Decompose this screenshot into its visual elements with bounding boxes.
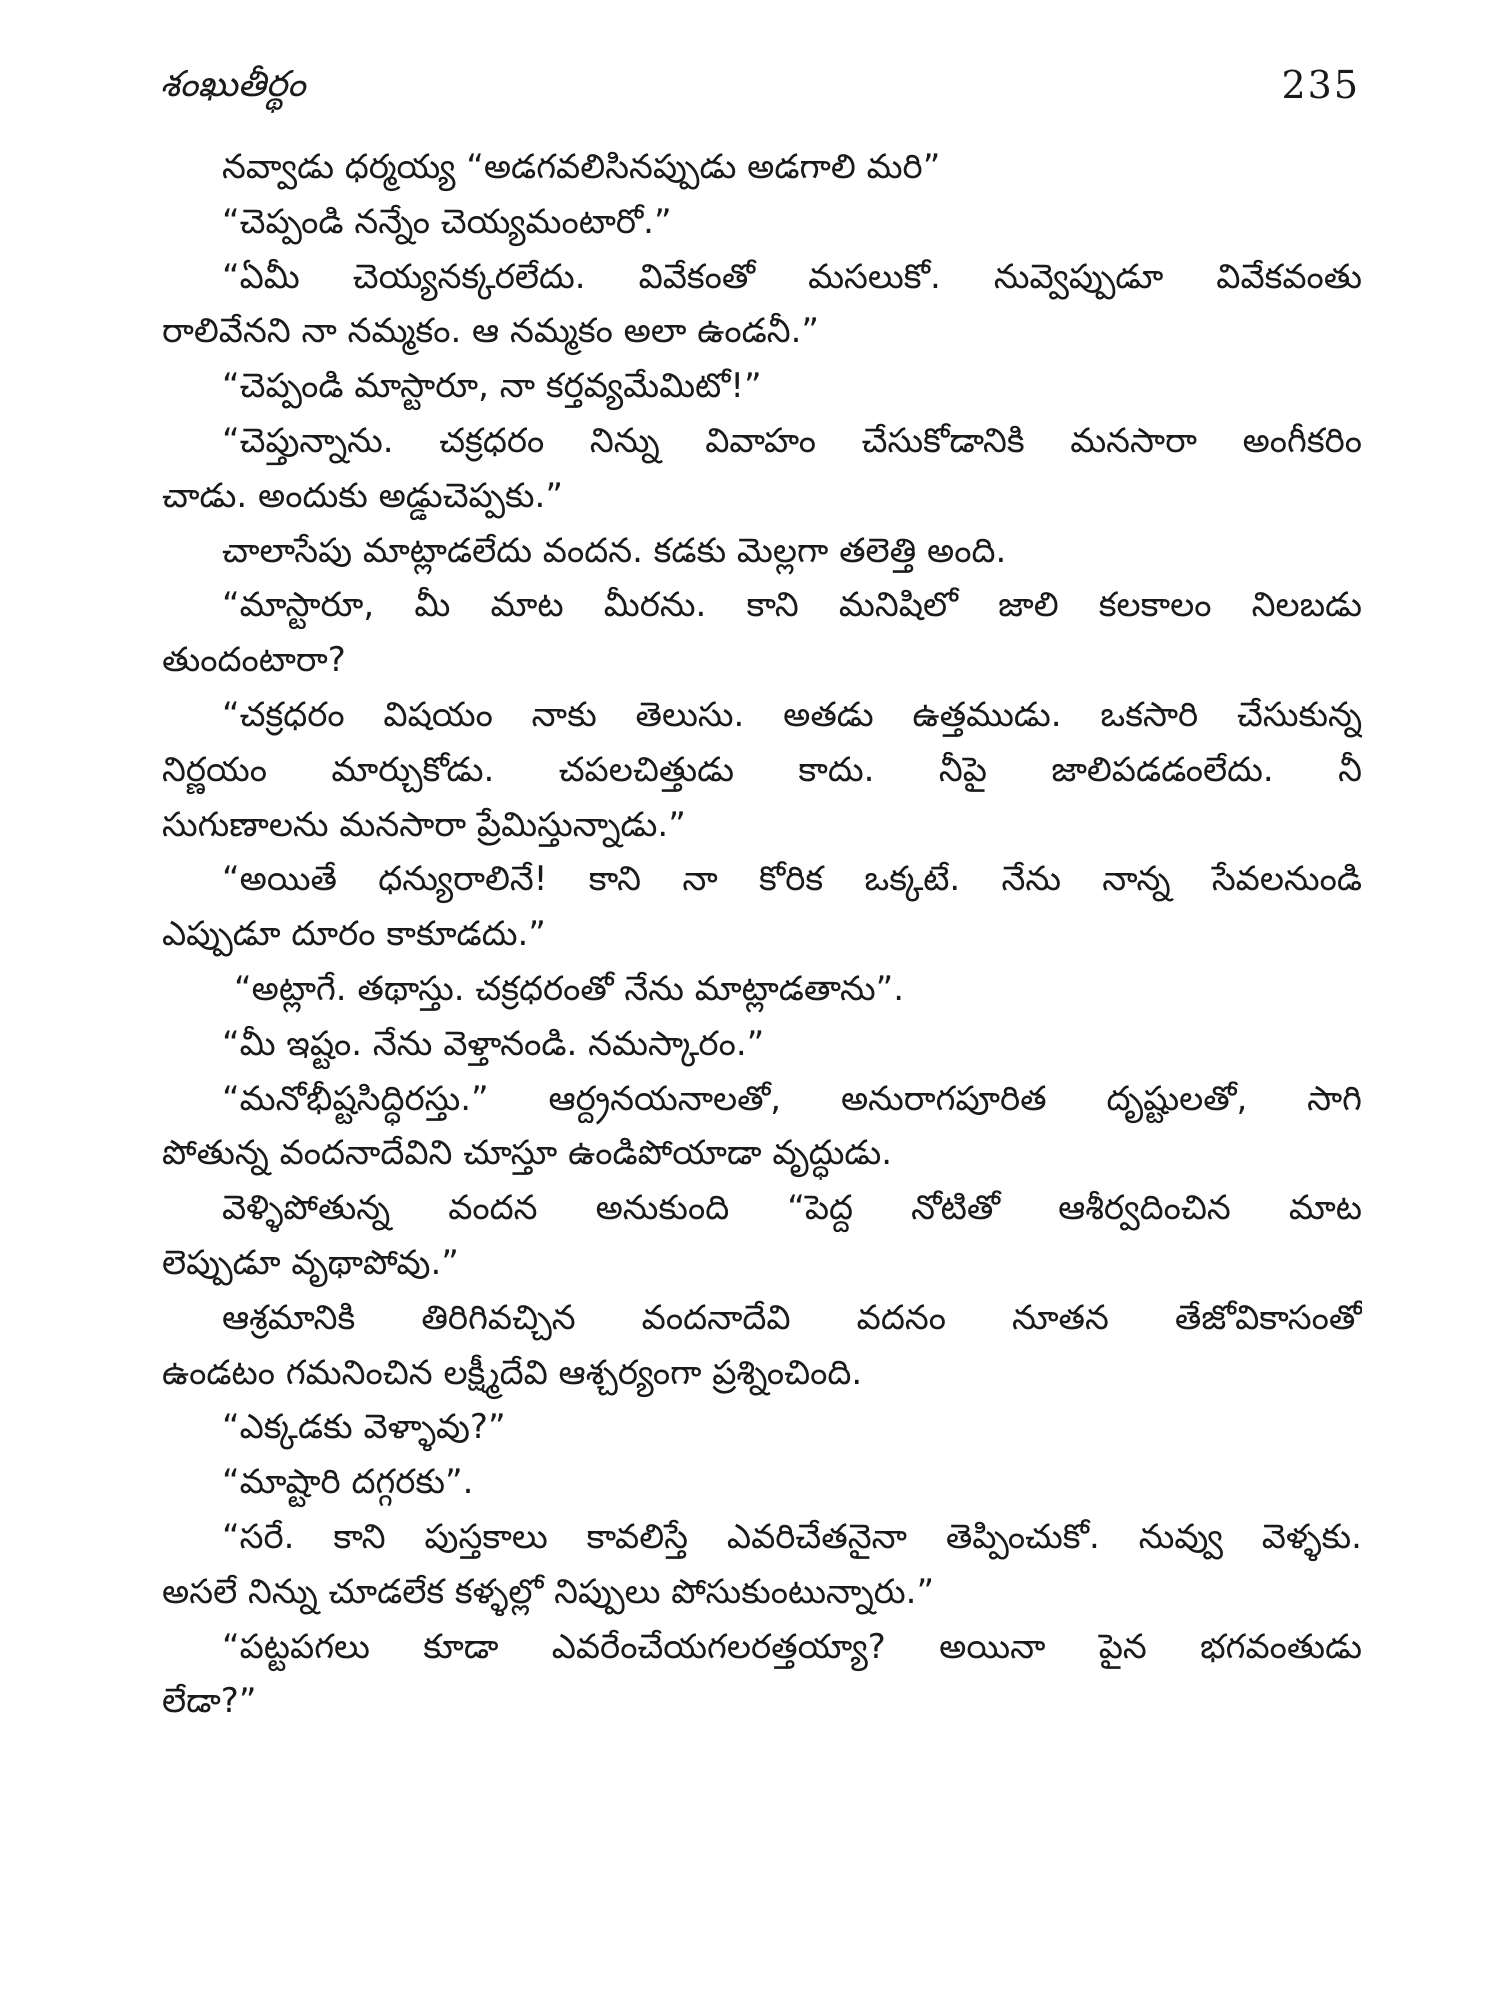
text-line: “ఏమీ చెయ్యనక్కరలేదు. వివేకంతో మసలుకో. నువ్వెప్పుడూ వివేకవంతు — [222, 256, 1362, 297]
text-line: “చెప్తున్నాను. చక్రధరం నిన్ను వివాహం చేసుకోడానికి మనసారా అంగీకరిం — [222, 420, 1362, 461]
text-line: “మాష్టారి దగ్గరకు”. — [222, 1462, 474, 1503]
text-line: రాలివేనని నా నమ్మకం. ఆ నమ్మకం అలా ఉండనీ.” — [162, 311, 820, 352]
text-line: “చెప్పండి మాస్టారూ, నా కర్తవ్యమేమిటో!” — [222, 366, 762, 407]
text-line: “మాస్టారూ, మీ మాట మీరను. కాని మనిషిలో జాలి కలకాలం నిలబడు — [222, 585, 1362, 626]
text-line: “చక్రధరం విషయం నాకు తెలుసు. అతడు ఉత్తముడు. ఒకసారి చేసుకున్న — [222, 694, 1362, 735]
text-line: ఎప్పుడూ దూరం కాకూడదు.” — [162, 914, 546, 955]
text-line: “పట్టపగలు కూడా ఎవరేంచేయగలరత్తయ్యా? అయినా పైన భగవంతుడు — [222, 1626, 1362, 1667]
text-line: అసలే నిన్ను చూడలేక కళ్ళల్లో నిప్పులు పోసుకుంటున్నారు.” — [162, 1571, 935, 1612]
text-line: వెళ్ళిపోతున్న వందన అనుకుంది “పెద్ద నోటితో ఆశీర్వదించిన మాట — [222, 1188, 1362, 1229]
text-line: “చెప్పండి నన్నేం చెయ్యమంటారో.” — [222, 201, 672, 242]
text-line: నిర్ణయం మార్చుకోడు. చపలచిత్తుడు కాదు. నీపై జాలిపడడంలేదు. నీ — [162, 749, 1362, 790]
text-line: నవ్వాడు ధర్మయ్య “అడగవలిసినప్పుడు అడగాలి మరి” — [222, 147, 941, 187]
text-line: లేడా?” — [162, 1681, 257, 1722]
running-title: శంఖుతీర్థం — [160, 64, 306, 105]
text-line: సుగుణాలను మనసారా ప్రేమిస్తున్నాడు.” — [162, 804, 686, 845]
text-line: లెప్పుడూ వృథాపోవు.” — [162, 1242, 459, 1283]
page-number: 235 — [1281, 63, 1360, 107]
text-line: చాలాసేపు మాట్లాడలేదు వందన. కడకు మెల్లగా తలెత్తి అంది. — [222, 530, 1007, 571]
text-line: చాడు. అందుకు అడ్డుచెప్పకు.” — [162, 475, 563, 516]
text-line: “మనోభీష్టసిద్ధిరస్తు.” ఆర్ద్రనయనాలతో, అనురాగపూరిత దృష్టులతో, సాగి — [222, 1078, 1362, 1119]
text-line: “అట్లాగే. తథాస్తు. చక్రధరంతో నేను మాట్లాడతాను”. — [234, 968, 905, 1009]
body-text — [162, 140, 1362, 1729]
text-line: ఉండటం గమనించిన లక్ష్మీదేవి ఆశ్చర్యంగా ప్రశ్నించింది. — [162, 1352, 863, 1393]
text-line: “ఎక్కడకు వెళ్ళావు?” — [222, 1407, 506, 1448]
text-line: తుందంటారా? — [162, 640, 346, 681]
text-line: పోతున్న వందనాదేవిని చూస్తూ ఉండిపోయాడా వృద్ధుడు. — [162, 1133, 893, 1174]
text-line: “సరే. కాని పుస్తకాలు కావలిస్తే ఎవరిచేతనైనా తెప్పించుకో. నువ్వు వెళ్ళకు. — [222, 1516, 1362, 1557]
text-line: “అయితే ధన్యురాలినే! కాని నా కోరిక ఒక్కటే. నేను నాన్న సేవలనుండి — [222, 859, 1362, 900]
text-line: “మీ ఇష్టం. నేను వెళ్తానండి. నమస్కారం.” — [222, 1023, 765, 1064]
page-header — [160, 55, 1360, 115]
text-line: ఆశ్రమానికి తిరిగివచ్చిన వందనాదేవి వదనం నూతన తేజోవికాసంతో — [222, 1297, 1362, 1338]
